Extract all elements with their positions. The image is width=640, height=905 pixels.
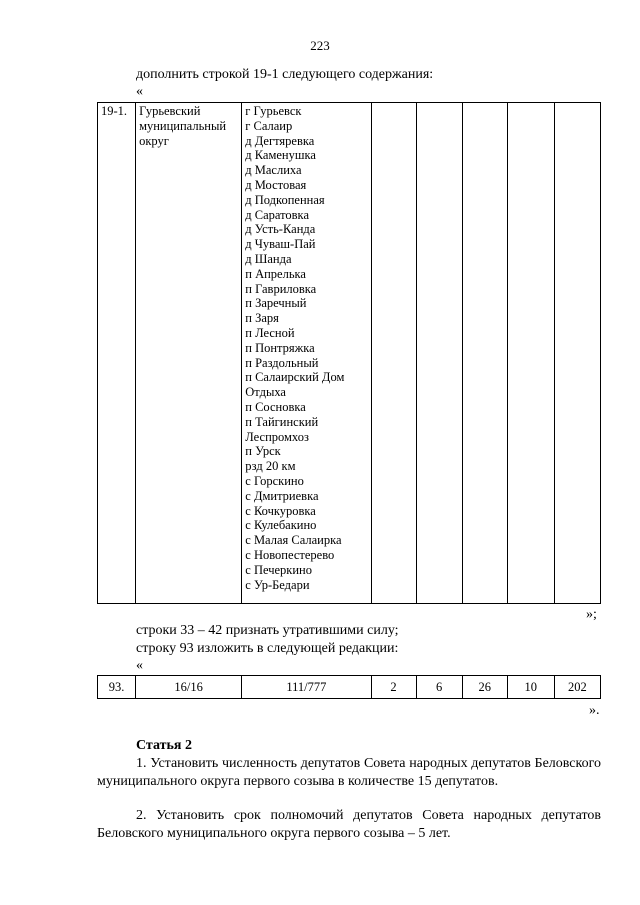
table-row xyxy=(98,103,601,604)
settlement-item: д Дегтяревка xyxy=(245,133,315,148)
settlement-item: Леспромхоз xyxy=(245,429,309,444)
table-row xyxy=(98,676,601,699)
settlement-item: с Дмитриевка xyxy=(245,488,319,503)
settlement-item: п Заря xyxy=(245,311,279,326)
open-quote-1: « xyxy=(136,84,143,99)
settlement-item: п Салаирский Дом xyxy=(245,370,345,385)
settlement-item: г Салаир xyxy=(245,118,293,133)
settlement-item: д Мостовая xyxy=(245,177,307,192)
row-93-cell: 26 xyxy=(462,676,507,699)
row-93-cell: 202 xyxy=(554,676,600,699)
paragraph-1 xyxy=(97,755,601,791)
close-quote-1: »; xyxy=(586,607,597,622)
row-93-cell: 10 xyxy=(507,676,554,699)
municipality-name-cell: Гурьевский муниципальный округ xyxy=(136,103,242,604)
settlement-item: п Понтряжка xyxy=(245,340,315,355)
settlement-item: п Раздольный xyxy=(245,355,319,370)
settlement-item: г Гурьевск xyxy=(245,104,302,118)
settlement-item: п Сосновка xyxy=(245,399,306,414)
empty-cell xyxy=(507,103,554,604)
settlement-item: п Гавриловка xyxy=(245,281,317,296)
close-quote-2: ». xyxy=(589,703,600,718)
repeal-rows-line: строки 33 – 42 признать утратившими силу; xyxy=(136,623,399,638)
settlement-item: с Кулебакино xyxy=(245,518,317,533)
empty-cell xyxy=(416,103,462,604)
settlement-item: с Ур-Бедари xyxy=(245,577,310,592)
row-93-cell: 2 xyxy=(371,676,416,699)
settlement-item: с Кочкуровка xyxy=(245,503,316,518)
settlement-item: п Апрелька xyxy=(245,266,306,281)
settlement-item: Отдыха xyxy=(245,385,286,400)
settlement-item: с Печеркино xyxy=(245,562,312,577)
row-number-cell: 19-1. xyxy=(98,103,136,604)
row-93-cell: 111/777 xyxy=(242,676,371,699)
settlement-item: д Саратовка xyxy=(245,207,309,222)
settlement-item: с Малая Салаирка xyxy=(245,533,342,548)
row-93-cell: 93. xyxy=(98,676,136,699)
row-93-cell: 16/16 xyxy=(136,676,242,699)
row-93-intro-line: строку 93 изложить в следующей редакции: xyxy=(136,641,399,656)
settlement-item: д Маслиха xyxy=(245,163,302,178)
settlement-item: п Урск xyxy=(245,444,281,459)
page-number: 223 xyxy=(310,38,330,53)
amendment-table-row-19-1 xyxy=(97,102,601,604)
settlements-cell xyxy=(242,103,371,604)
paragraph-2-text: 2. Установить срок полномочий депутатов Совета народных депутатов Беловского муниципального округа первого созыва – 5 лет. xyxy=(97,808,601,841)
settlement-item: с Горскино xyxy=(245,473,304,488)
settlement-item: с Новопестерево xyxy=(245,547,335,562)
paragraph-1-text: 1. Установить численность депутатов Совета народных депутатов Беловского муниципального округа первого созыва в количестве 15 депутатов. xyxy=(97,756,601,789)
open-quote-2: « xyxy=(136,658,143,673)
settlement-item: д Подкопенная xyxy=(245,192,325,207)
settlement-item: д Усть-Канда xyxy=(245,222,316,237)
settlements-list xyxy=(245,104,367,592)
amendment-table-row-93 xyxy=(97,675,601,699)
row-93-cell: 6 xyxy=(416,676,462,699)
settlement-item: д Каменушка xyxy=(245,148,316,163)
settlement-item: п Лесной xyxy=(245,325,295,340)
settlement-item: рзд 20 км xyxy=(245,459,296,474)
settlement-item: п Тайгинский xyxy=(245,414,319,429)
empty-cell xyxy=(462,103,507,604)
settlement-item: д Шанда xyxy=(245,251,292,266)
settlement-item: п Заречный xyxy=(245,296,307,311)
empty-cell xyxy=(554,103,600,604)
paragraph-2 xyxy=(97,807,601,843)
empty-cell xyxy=(371,103,416,604)
settlement-item: д Чуваш-Пай xyxy=(245,237,316,252)
intro-line: дополнить строкой 19-1 следующего содержания: xyxy=(136,67,434,82)
article-title: Статья 2 xyxy=(136,738,192,753)
